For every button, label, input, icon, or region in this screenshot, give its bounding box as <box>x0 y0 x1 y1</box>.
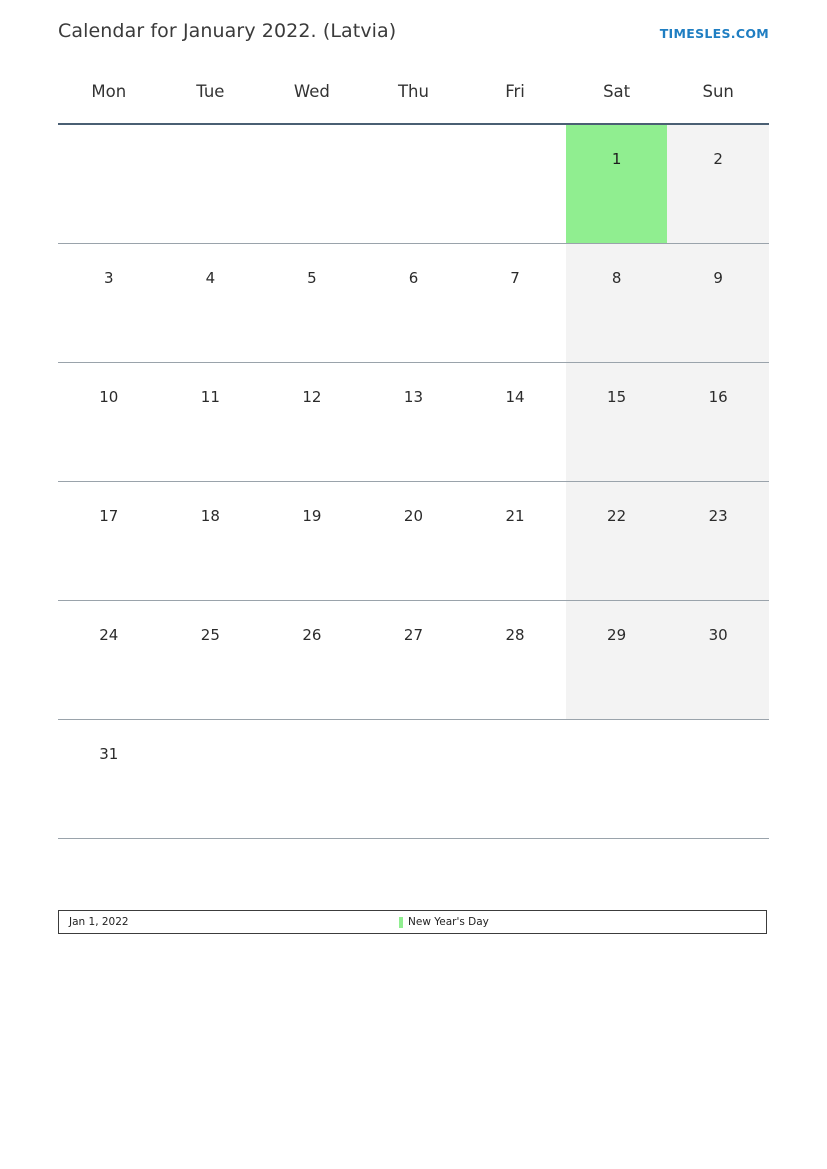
calendar-day-cell <box>464 482 566 601</box>
calendar-day-cell <box>160 720 262 839</box>
day-number: 17 <box>99 507 119 525</box>
calendar-day-cell <box>566 720 668 839</box>
weekday-mon: Mon <box>91 82 127 101</box>
calendar-day-cell <box>58 720 160 839</box>
calendar-day-cell <box>363 720 465 839</box>
day-number: 23 <box>708 507 728 525</box>
day-number: 5 <box>307 269 317 287</box>
calendar-day-cell <box>363 482 465 601</box>
calendar-day-cell <box>464 720 566 839</box>
day-number: 22 <box>607 507 627 525</box>
weekday-tue: Tue <box>196 82 225 101</box>
day-number: 18 <box>200 507 220 525</box>
day-number: 30 <box>708 626 728 644</box>
calendar-day-cell <box>261 720 363 839</box>
day-number: 20 <box>403 507 424 525</box>
calendar-day-cell <box>363 124 465 244</box>
weekday-thu: Thu <box>397 82 429 101</box>
weekday-sun: Sun <box>702 82 734 101</box>
calendar-day-cell <box>464 124 566 244</box>
day-number: 16 <box>708 388 728 406</box>
calendar-day-cell <box>363 601 465 720</box>
page-title: Calendar for January 2022. (Latvia) <box>58 20 397 42</box>
calendar-day-cell <box>363 363 465 482</box>
calendar-week-row <box>58 482 769 601</box>
day-number: 28 <box>505 626 525 644</box>
calendar-weekday-header <box>58 82 769 124</box>
day-number: 15 <box>607 388 627 406</box>
day-number: 27 <box>403 626 424 644</box>
calendar-day-cell <box>464 601 566 720</box>
calendar-week-row <box>58 601 769 720</box>
calendar-week-row <box>58 244 769 363</box>
calendar-day-cell <box>667 482 769 601</box>
calendar-grid <box>58 82 769 839</box>
day-number: 31 <box>99 745 119 763</box>
calendar-day-cell <box>261 482 363 601</box>
calendar-day-cell <box>261 124 363 244</box>
day-number: 1 <box>611 150 622 168</box>
calendar-day-cell <box>464 244 566 363</box>
calendar-week-row <box>58 124 769 244</box>
calendar-day-cell <box>58 482 160 601</box>
brand-link[interactable]: TIMESLES.COM <box>659 26 769 41</box>
day-number: 12 <box>302 388 322 406</box>
calendar-day-cell <box>566 601 668 720</box>
day-number: 2 <box>713 150 723 168</box>
day-number: 9 <box>713 269 723 287</box>
calendar-day-cell <box>261 601 363 720</box>
calendar-day-cell <box>667 124 769 244</box>
calendar-day-cell <box>160 124 262 244</box>
calendar-week-row <box>58 720 769 839</box>
holiday-legend <box>58 910 767 934</box>
calendar-week-row <box>58 363 769 482</box>
calendar-day-cell <box>58 244 160 363</box>
calendar-day-cell <box>667 244 769 363</box>
calendar-day-cell <box>58 363 160 482</box>
calendar-day-cell <box>160 482 262 601</box>
calendar-day-cell-holiday <box>566 124 668 244</box>
day-number: 10 <box>99 388 119 406</box>
calendar-day-cell <box>464 363 566 482</box>
legend-holiday-name: New Year's Day <box>408 916 489 928</box>
calendar-day-cell <box>160 363 262 482</box>
day-number: 3 <box>104 269 114 287</box>
calendar-day-cell <box>566 244 668 363</box>
legend-color-swatch <box>399 917 403 928</box>
page-header <box>58 20 769 52</box>
calendar-day-cell <box>566 482 668 601</box>
calendar-day-cell <box>261 244 363 363</box>
day-number: 11 <box>200 388 220 406</box>
calendar-day-cell <box>160 244 262 363</box>
day-number: 26 <box>302 626 322 644</box>
calendar-day-cell <box>667 601 769 720</box>
calendar-day-cell <box>667 363 769 482</box>
day-number: 29 <box>607 626 627 644</box>
calendar-day-cell <box>261 363 363 482</box>
day-number: 4 <box>205 269 216 287</box>
calendar-day-cell <box>58 601 160 720</box>
day-number: 24 <box>99 626 119 644</box>
day-number: 8 <box>611 269 622 287</box>
day-number: 19 <box>302 507 322 525</box>
day-number: 25 <box>200 626 220 644</box>
weekday-sat: Sat <box>603 82 631 101</box>
day-number: 21 <box>505 507 525 525</box>
day-number: 14 <box>505 388 525 406</box>
calendar-day-cell <box>160 601 262 720</box>
day-number: 6 <box>408 269 419 287</box>
day-number: 7 <box>510 269 520 287</box>
day-number: 13 <box>403 388 424 406</box>
calendar-day-cell <box>58 124 160 244</box>
calendar-day-cell <box>667 720 769 839</box>
weekday-fri: Fri <box>505 82 525 101</box>
weekday-wed: Wed <box>293 82 330 101</box>
calendar-day-cell <box>363 244 465 363</box>
calendar-day-cell <box>566 363 668 482</box>
legend-date: Jan 1, 2022 <box>69 916 129 928</box>
